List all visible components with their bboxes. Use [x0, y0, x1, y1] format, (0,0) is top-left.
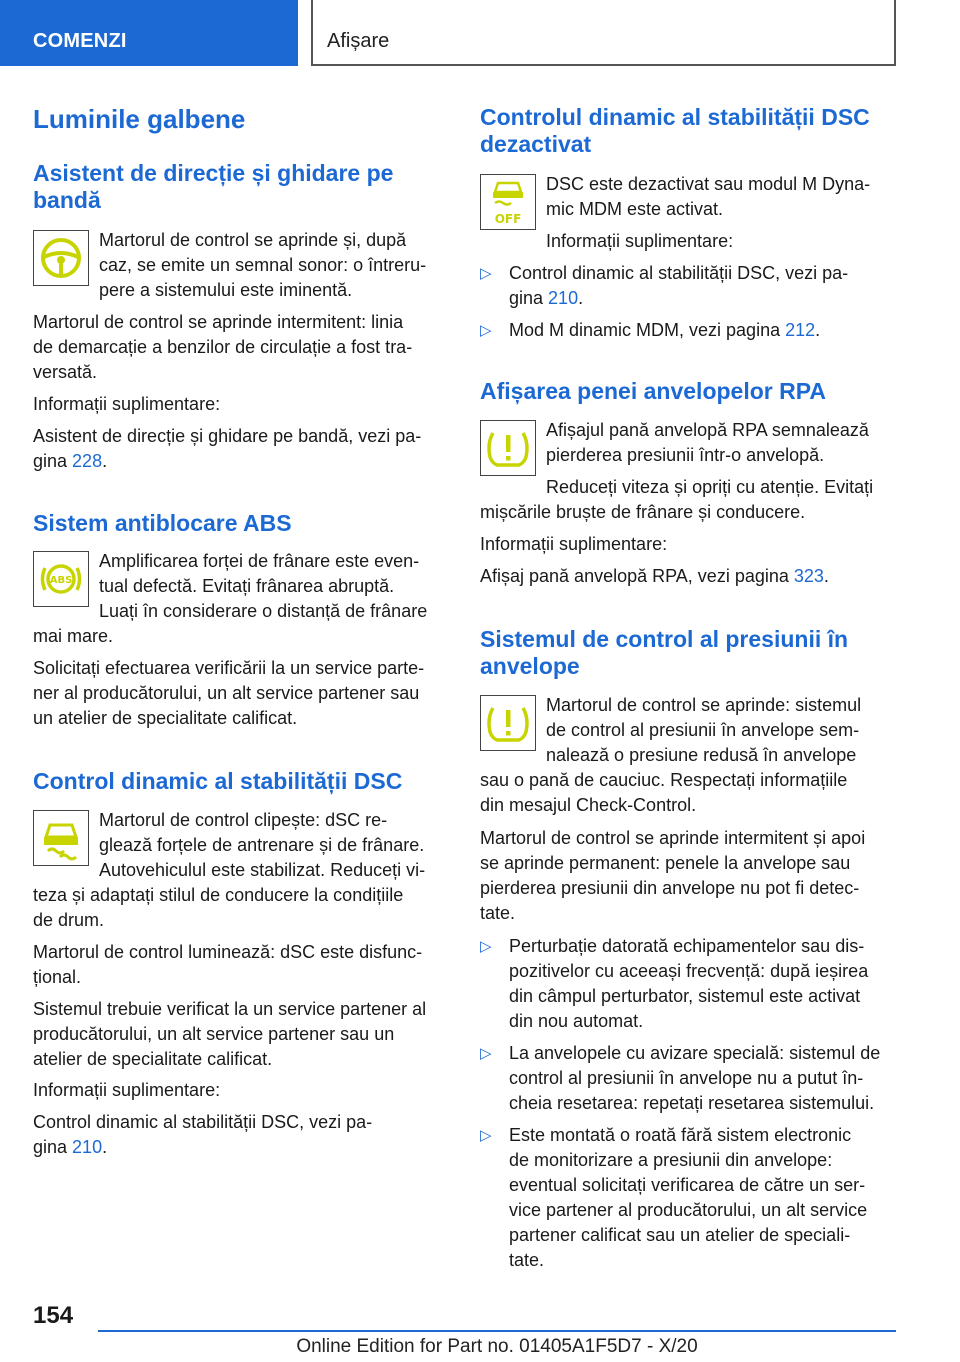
topic-tab: Afișare [311, 0, 896, 66]
lane-paragraph: Martorul de control se aprinde intermitent: linia de demarcație a benzilor de circulație a fost tra- versată. [33, 312, 413, 382]
lane-icon-text: Martorul de control se aprinde și, după caz, se emite un semnal sonor: o întreru- pere a sistemului este iminentă. [99, 230, 427, 300]
rpa-icon-text: Afișajul pană anvelopă RPA semnalează pierderea presiunii într-o anvelopă. [546, 420, 869, 465]
bullet-triangle-icon: ▷ [480, 1045, 492, 1062]
tpm-cont: sau o pană de cauciuc. Respectați informațiile din mesajul Check-Control. [480, 770, 848, 815]
list-item: ▷ La anvelopele cu avizare specială: sistemul de control al presiunii în anvelope nu a putut în- cheia resetarea: repetați resetarea sistemului. [480, 1043, 881, 1113]
tire-warning-icon [480, 420, 536, 476]
abs-cont: mai mare. [33, 626, 114, 646]
svg-text:OFF: OFF [494, 212, 522, 225]
tire-pressure-icon [480, 695, 536, 751]
lane-reference: Asistent de direcție și ghidare pe bandă, vezi pa- gina 228. [33, 426, 422, 471]
page-title: Luminile galbene [33, 104, 246, 134]
tpm-paragraph: Martorul de control se aprinde intermitent și apoi se aprinde permanent: penele la anvelope sau pierderea presiunii din anvelope nu pot fi detec- tate. [480, 828, 866, 923]
dsc-heading: Control dinamic al stabilității DSC [33, 768, 403, 794]
abs-heading: Sistem antiblocare ABS [33, 510, 292, 536]
dsc-skid-icon [33, 810, 89, 866]
lane-heading: Asistent de direcție și ghidare pe bandă [33, 160, 394, 213]
dsc-icon-text: Martorul de control clipește: dSC re- glează forțele de antrenare și de frânare. Autovehiculul este stabilizat. Reduceți vi- [99, 810, 426, 880]
edition-text: Online Edition for Part no. 01405A1F5D7 - X/20 [296, 1336, 698, 1357]
dsc-off-page-link-2[interactable]: 212 [785, 320, 816, 340]
abs-warning-icon [33, 551, 89, 607]
lane-page-link[interactable]: 228 [72, 451, 103, 471]
dsc-cont: teza și adaptați stilul de conducere la condițiile de drum. [33, 885, 404, 930]
list-item: ▷ Perturbație datorată echipamentelor sau dis- pozitivelor cu aceeași frecvență: după ieșirea din câmpul perturbator, sistemul este activat din nou automat. [480, 936, 869, 1031]
rpa-reference: Afișaj pană anvelopă RPA, vezi pagina 323. [480, 566, 829, 586]
dsc-reference: Control dinamic al stabilității DSC, vezi pa- gina 210. [33, 1112, 373, 1157]
rpa-cont: mișcările bruște de frânare și conducere. [480, 502, 806, 522]
tpm-icon-text: Martorul de control se aprinde: sistemul de control al presiunii în anvelope sem- nalează o presiune redusă în anvelope [546, 695, 862, 765]
page-number: 154 [33, 1302, 74, 1329]
bullet-triangle-icon: ▷ [480, 265, 492, 282]
abs-paragraph: Solicitați efectuarea verificării la un service parte- ner al producătorului, un alt service partener sau un atelier de specialitate calificat. [33, 658, 425, 728]
dsc-paragraph-1: Martorul de control luminează: dSC este disfunc- țional. [33, 942, 423, 987]
dsc-paragraph-2: Sistemul trebuie verificat la un service partener al producătorului, un alt service partener sau un atelier de specialitate calificat. [33, 999, 427, 1069]
dsc-off-page-link-1[interactable]: 210 [548, 288, 579, 308]
dsc-page-link[interactable]: 210 [72, 1137, 103, 1157]
bullet-triangle-icon: ▷ [480, 322, 492, 339]
rpa-paragraph: Reduceți viteza și opriți cu atenție. Evitați [546, 477, 874, 497]
dsc-off-heading: Controlul dinamic al stabilității DSC dezactivat [480, 104, 870, 157]
dsc-off-info-label: Informații suplimentare: [546, 231, 734, 251]
lane-info-label: Informații suplimentare: [33, 394, 221, 414]
abs-icon-text: Amplificarea forței de frânare este even- tual defectă. Evitați frânarea abruptă. Luați în considerare o distanță de frânare [99, 551, 428, 621]
list-item: ▷ Mod M dinamic MDM, vezi pagina 212. [480, 318, 896, 343]
footer-divider [98, 1330, 896, 1332]
bullet-triangle-icon: ▷ [480, 938, 492, 955]
section-tab: COMENZI [0, 0, 298, 66]
dsc-off-icon-text: DSC este dezactivat sau modul M Dyna- mic MDM este activat. [546, 174, 871, 219]
rpa-page-link[interactable]: 323 [793, 566, 824, 586]
list-item: ▷ Este montată o roată fără sistem electronic de monitorizare a presiunii din anvelope: eventual solicitați verificarea de către un ser- vice partener al producătorului, un alt service partener calificat sau un atelier de speciali- tate. [480, 1125, 868, 1270]
dsc-off-icon [480, 174, 536, 230]
steering-wheel-icon [33, 230, 89, 286]
dsc-info-label: Informații suplimentare: [33, 1080, 221, 1100]
list-item: ▷ Control dinamic al stabilității DSC, vezi pa- gina 210. [480, 263, 849, 308]
tpm-heading: Sistemul de control al presiunii în anvelope [480, 626, 849, 679]
rpa-info-label: Informații suplimentare: [480, 534, 668, 554]
rpa-heading: Afișarea penei anvelopelor RPA [480, 378, 826, 404]
bullet-triangle-icon: ▷ [480, 1127, 492, 1144]
svg-text:ABS: ABS [49, 575, 73, 586]
